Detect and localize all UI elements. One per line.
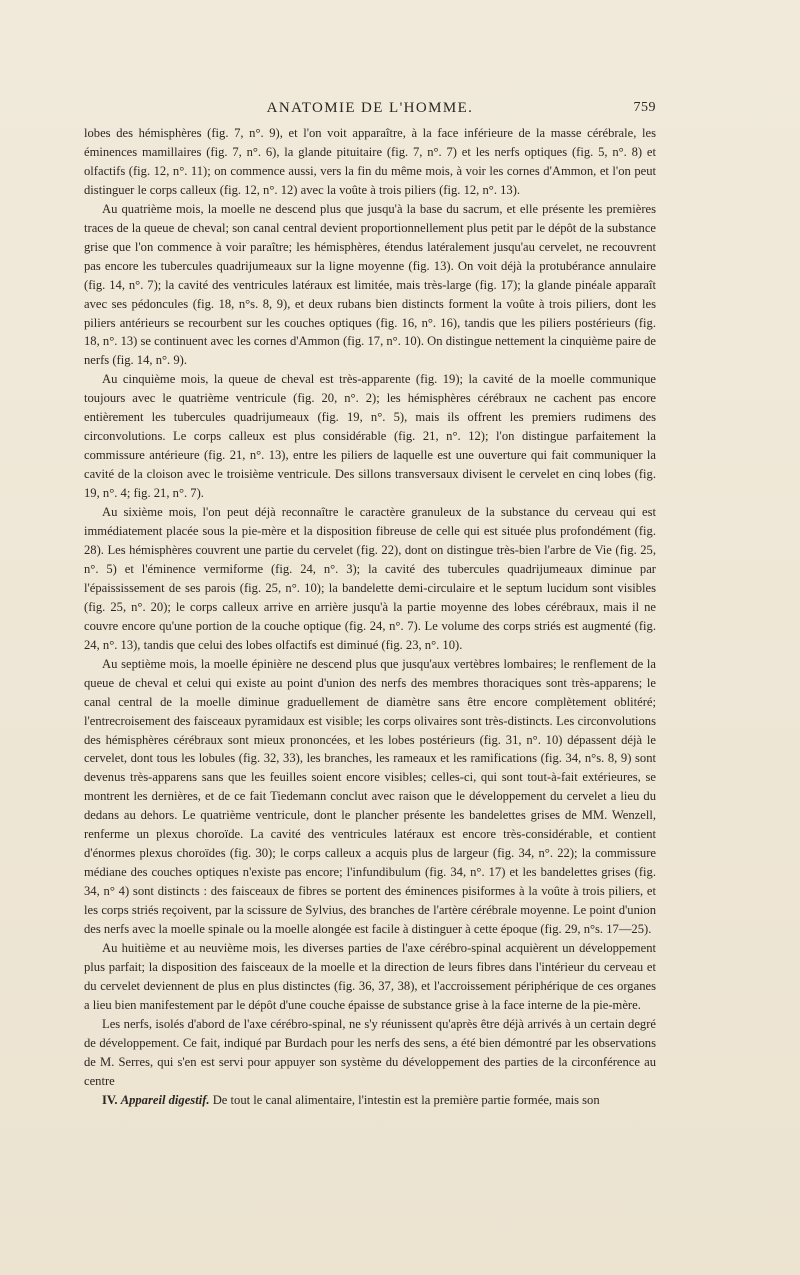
paragraph-lobes: lobes des hémisphères (fig. 7, n°. 9), et l'on voit apparaître, à la face inférieure de la masse cérébrale, les éminences mamillaires (fig. 7, n°. 6), la glande pituitaire (fig. 7, n°. 7) et les nerfs optiques (fig. 5, n°. 8) et olfactifs (fig. 12, n°. 11); on commence aussi, vers la fin du même mois, à voir les cornes d'Ammon, et l'on peut distinguer le corps calleux (fig. 12, n°. 12) avec la voûte à trois piliers (fig. 12, n°. 13). xyxy=(84,126,656,197)
section-number: IV. xyxy=(102,1092,118,1107)
paragraph-seventh-month: Au septième mois, la moelle épinière ne descend plus que jusqu'aux vertèbres lombaires; le renflement de la queue de cheval et celui qui existe au point d'union des nerfs des membres thoraciques sont très-apparens; le canal central de la moelle diminue graduellement de diamètre sans être encore complètement oblitéré; l'entrecroisement des faisceaux pyramidaux est visible; les corps olivaires sont très-distincts. Les circonvolutions des hémisphères cérébraux sont mieux prononcées, et les lobes postérieurs (fig. 31, n°. 10) dépassent déjà le cervelet, dont tous les lobules (fig. 32, 33), les branches, les rameaux et les ramifications (fig. 34, n°s. 8, 9) sont devenus très-apparens sans que les feuilles soient encore visibles; celles-ci, qui sont tout-à-fait extérieures, se montrent les dernières, et de ce fait Tiedemann conclut avec raison que le développement du cervelet a lieu du dedans au dehors. Le quatrième ventricule, dont le plancher présente les bandelettes grises de MM. Wenzell, renferme un plexus choroïde. La cavité des ventricules latéraux est encore très-considérable, et contient d'énormes plexus choroïdes (fig. 30); le corps calleux a acquis plus de largeur (fig. 34, n°. 22); la commissure médiane des couches optiques n'existe pas encore; l'infundibulum (fig. 34, n°. 17) et les bandelettes grises (fig. 34, n° 4) sont distincts : des faisceaux de fibres se portent des éminences pisiformes à la voûte à trois piliers, et les corps striés reçoivent, par la scissure de Sylvius, des branches de l'artère cérébrale moyenne. Le point d'union des nerfs avec la moelle spinale ou la moelle alongée est facile à distinguer à cette époque (fig. 29, n°s. 17—25). xyxy=(84,656,656,937)
body-text xyxy=(84,124,656,1110)
page-number: 759 xyxy=(633,100,656,115)
section-digestive xyxy=(84,1091,656,1110)
paragraph-fifth-month: Au cinquième mois, la queue de cheval est très-apparente (fig. 19); la cavité de la moelle communique toujours avec le quatrième ventricule (fig. 20, n°. 2); les hémisphères cérébraux ne cachent pas encore entièrement les tubercules quadrijumeaux (fig. 19, n°. 5), mais ils offrent les premiers rudimens des circonvolutions. Le corps calleux est plus considérable (fig. 21, n°. 12); l'on distingue parfaitement la commissure antérieure (fig. 21, n°. 13), entre les piliers de laquelle est une ouverture qui fait communiquer la cavité de la cloison avec le troisième ventricule. Des sillons transversaux divisent le cervelet en cinq lobes (fig. 19, n°. 4; fig. 21, n°. 7). xyxy=(84,372,656,501)
page-header xyxy=(84,100,656,124)
paragraph-fourth-month: Au quatrième mois, la moelle ne descend plus que jusqu'à la base du sacrum, et elle présente les premières traces de la queue de cheval; son canal central devient proportionnellement plus petit par le dépôt de la substance grise que l'on commence à voir paraître; les hémisphères, étendus latéralement jusqu'au cervelet, ne recouvrent pas encore les tubercules quadrijumeaux sur la ligne moyenne (fig. 13). On voit déjà la protubérance annulaire (fig. 14, n°. 7); la cavité des ventricules latéraux est limitée, mais très-large (fig. 17); la glande pinéale apparaît avec ses pédoncules (fig. 18, n°s. 8, 9), et deux rubans bien distincts forment la voûte à trois piliers, dont les piliers antérieurs se recourbent sur les couches optiques (fig. 16, n°. 16), tandis que les piliers postérieurs (fig. 18, n°. 13) se continuent avec les cornes d'Ammon (fig. 17, n°. 10). On distingue nettement la cinquième paire de nerfs (fig. 14, n°. 9). xyxy=(84,201,656,368)
section-text: De tout le canal alimentaire, l'intestin est la première partie formée, mais son xyxy=(212,1092,600,1107)
paragraph-eighth-ninth-month: Au huitième et au neuvième mois, les diverses parties de l'axe cérébro-spinal acquièrent un développement plus parfait; la disposition des faisceaux de la moelle et la direction de leurs fibres dans l'intérieur du cerveau et du cervelet deviennent de plus en plus distinctes (fig. 36, 37, 38), et l'accroissement périphérique de ces organes a lieu bien manifestement par le dépôt d'une couche épaisse de substance grise à la face interne de la pie-mère. xyxy=(84,940,656,1012)
section-title: Appareil digestif. xyxy=(120,1092,210,1107)
paragraph-sixth-month: Au sixième mois, l'on peut déjà reconnaître le caractère granuleux de la substance du cerveau qui est immédiatement placée sous la pie-mère et la disposition fibreuse de celle qui est située plus profondément (fig. 28). Les hémisphères couvrent une partie du cervelet (fig. 22), dont on distingue très-bien l'arbre de Vie (fig. 25, n°. 5) et l'éminence vermiforme (fig. 24, n°. 3); la cavité des tubercules quadrijumeaux diminue par l'épaississement de ses parois (fig. 25, n°. 10); la bandelette demi-circulaire et le septum lucidum sont visibles (fig. 25, n°. 20); le corps calleux arrive en arrière jusqu'à la partie moyenne des lobes cérébraux, mais il ne couvre encore qu'une portion de la couche optique (fig. 24, n°. 7). Le volume des corps striés est augmenté (fig. 24, n°. 13), tandis que celui des lobes olfactifs est diminué (fig. 23, n°. 10). xyxy=(84,505,656,652)
running-title: ANATOMIE DE L'HOMME. xyxy=(266,100,474,116)
paragraph-nerves: Les nerfs, isolés d'abord de l'axe cérébro-spinal, ne s'y réunissent qu'après être déjà arrivés à un certain degré de développement. Ce fait, indiqué par Burdach pour les nerfs des sens, a été bien démontré par les observations de M. Serres, qui s'en est servi pour appuyer son système du développement des parties de la circonférence au centre xyxy=(84,1016,656,1088)
